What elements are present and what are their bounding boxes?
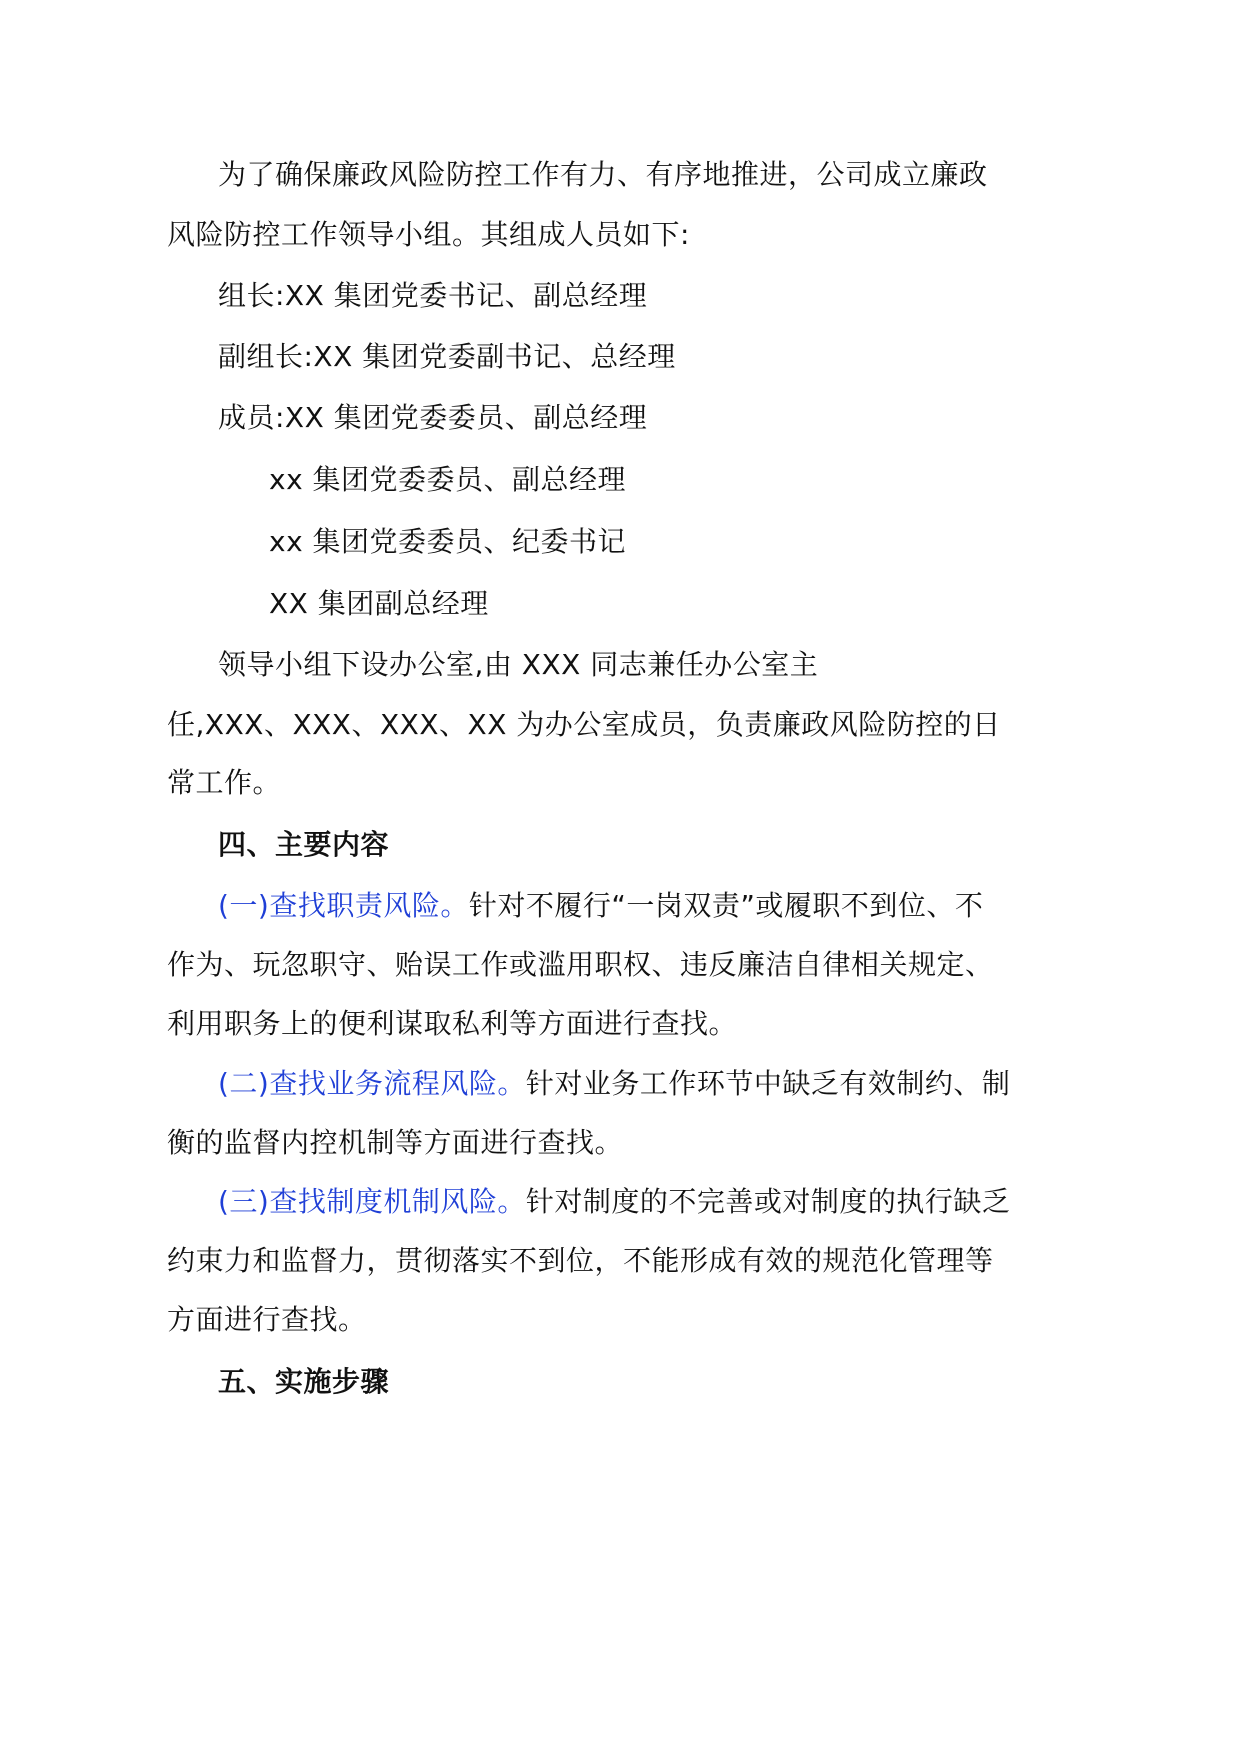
section-heading-4: 四、主要内容	[218, 828, 390, 861]
item3-line	[218, 1184, 1010, 1220]
office-paragraph-line: 常工作。	[167, 766, 282, 799]
members-line: XX 集团副总经理	[269, 587, 489, 620]
item1-text: 针对不履行“一岗双责”或履职不到位、不	[468, 889, 984, 922]
members-line: 成员:XX 集团党委委员、副总经理	[218, 401, 648, 434]
office-paragraph-line: 领导小组下设办公室,由 XXX 同志兼任办公室主	[218, 648, 819, 681]
section-heading-5: 五、实施步骤	[218, 1365, 390, 1398]
item2-title: (二)查找业务流程风险。	[218, 1067, 526, 1100]
item3-text: 针对制度的不完善或对制度的执行缺乏	[525, 1185, 1011, 1218]
item1-line	[218, 888, 983, 924]
item2-text: 针对业务工作环节中缺乏有效制约、制	[525, 1067, 1011, 1100]
item3-title: (三)查找制度机制风险。	[218, 1185, 526, 1218]
paragraph-line: 风险防控工作领导小组。其组成人员如下:	[167, 218, 690, 251]
leader-line: 组长:XX 集团党委书记、副总经理	[218, 279, 648, 312]
office-paragraph-line: 任,XXX、XXX、XXX、XX 为办公室成员，负责廉政风险防控的日	[167, 708, 1001, 741]
members-line: xx 集团党委委员、纪委书记	[269, 525, 627, 558]
item1-title: (一)查找职责风险。	[218, 889, 469, 922]
item2-line	[218, 1066, 1010, 1102]
paragraph-line: 为了确保廉政风险防控工作有力、有序地推进，公司成立廉政	[218, 158, 988, 191]
item3-line: 约束力和监督力，贯彻落实不到位，不能形成有效的规范化管理等	[167, 1244, 994, 1277]
item1-line: 作为、玩忽职守、贻误工作或滥用职权、违反廉洁自律相关规定、	[167, 948, 994, 981]
item3-line: 方面进行查找。	[167, 1303, 367, 1336]
deputy-leader-line: 副组长:XX 集团党委副书记、总经理	[218, 340, 676, 373]
item2-line: 衡的监督内控机制等方面进行查找。	[167, 1126, 624, 1159]
item1-line: 利用职务上的便利谋取私利等方面进行查找。	[167, 1007, 738, 1040]
members-line: xx 集团党委委员、副总经理	[269, 463, 627, 496]
